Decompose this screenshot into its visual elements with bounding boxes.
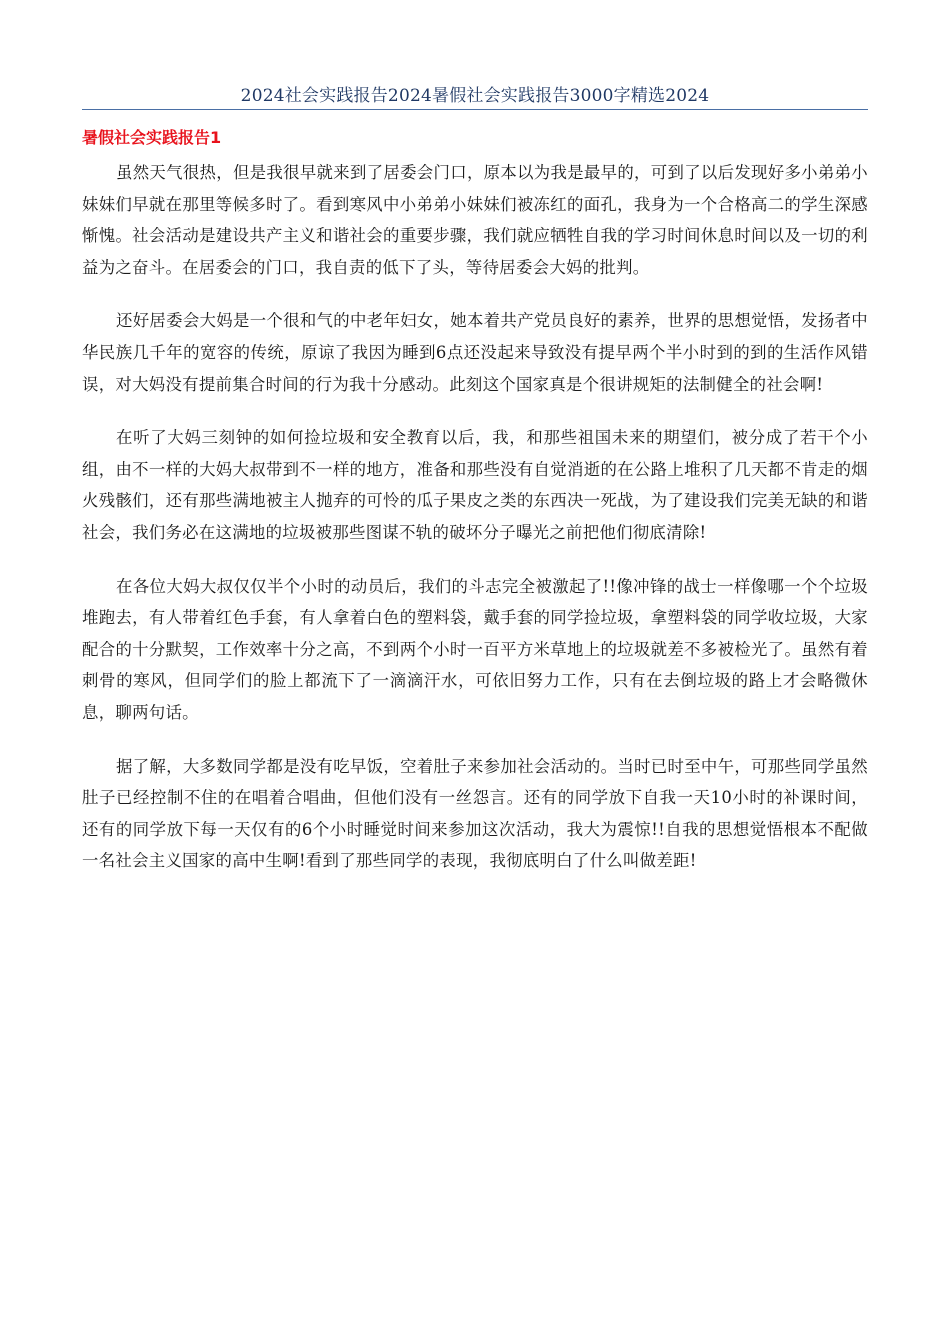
paragraph-2: 还好居委会大妈是一个很和气的中老年妇女，她本着共产党员良好的素养，世界的思想觉悟，发扬者中华民族几千年的宽容的传统，原谅了我因为睡到6点还没起来导致没有提早两个半小时到的到的生活作风错误，对大妈没有提前集合时间的行为我十分感动。此刻这个国家真是个很讲规矩的法制健全的社会啊! <box>82 311 868 394</box>
paragraph-4: 在各位大妈大叔仅仅半个小时的动员后，我们的斗志完全被激起了!!像冲锋的战士一样像哪一个个垃圾堆跑去，有人带着红色手套，有人拿着白色的塑料袋，戴手套的同学捡垃圾，拿塑料袋的同学收垃圾，大家配合的十分默契，工作效率十分之高，不到两个小时一百平方米草地上的垃圾就差不多被检光了。虽然有着刺骨的寒风，但同学们的脸上都流下了一滴滴汗水，可依旧努力工作，只有在去倒垃圾的路上才会略微休息，聊两句话。 <box>82 576 868 722</box>
document-header: 2024社会实践报告2024暑假社会实践报告3000字精选2024 <box>240 86 710 106</box>
paragraph-3: 在听了大妈三刻钟的如何捡垃圾和安全教育以后，我，和那些祖国未来的期望们，被分成了若干个小组，由不一样的大妈大叔带到不一样的地方，准备和那些没有自觉消逝的在公路上堆积了几天都不肯走的烟火残骸们，还有那些满地被主人抛弃的可怜的瓜子果皮之类的东西决一死战，为了建设我们完美无缺的和谐社会，我们务必在这满地的垃圾被那些图谋不轨的破坏分子曝光之前把他们彻底清除! <box>82 428 868 542</box>
paragraph-5: 据了解，大多数同学都是没有吃早饭，空着肚子来参加社会活动的。当时已时至中午，可那些同学虽然肚子已经控制不住的在唱着合唱曲，但他们没有一丝怨言。还有的同学放下自我一天10小时的补课时间，还有的同学放下每一天仅有的6个小时睡觉时间来参加这次活动，我大为震惊!!自我的思想觉悟根本不配做一名社会主义国家的高中生啊!看到了那些同学的表现，我彻底明白了什么叫做差距! <box>82 756 868 871</box>
header-divider <box>82 109 868 110</box>
section-heading: 暑假社会实践报告1 <box>82 128 222 147</box>
document-body <box>82 157 868 899</box>
paragraph-1: 虽然天气很热，但是我很早就来到了居委会门口，原本以为我是最早的，可到了以后发现好多小弟弟小妹妹们早就在那里等候多时了。看到寒风中小弟弟小妹妹们被冻红的面孔，我身为一个合格高二的学生深感惭愧。社会活动是建设共产主义和谐社会的重要步骤，我们就应牺牲自我的学习时间休息时间以及一切的利益为之奋斗。在居委会的门口，我自责的低下了头，等待居委会大妈的批判。 <box>82 163 868 277</box>
